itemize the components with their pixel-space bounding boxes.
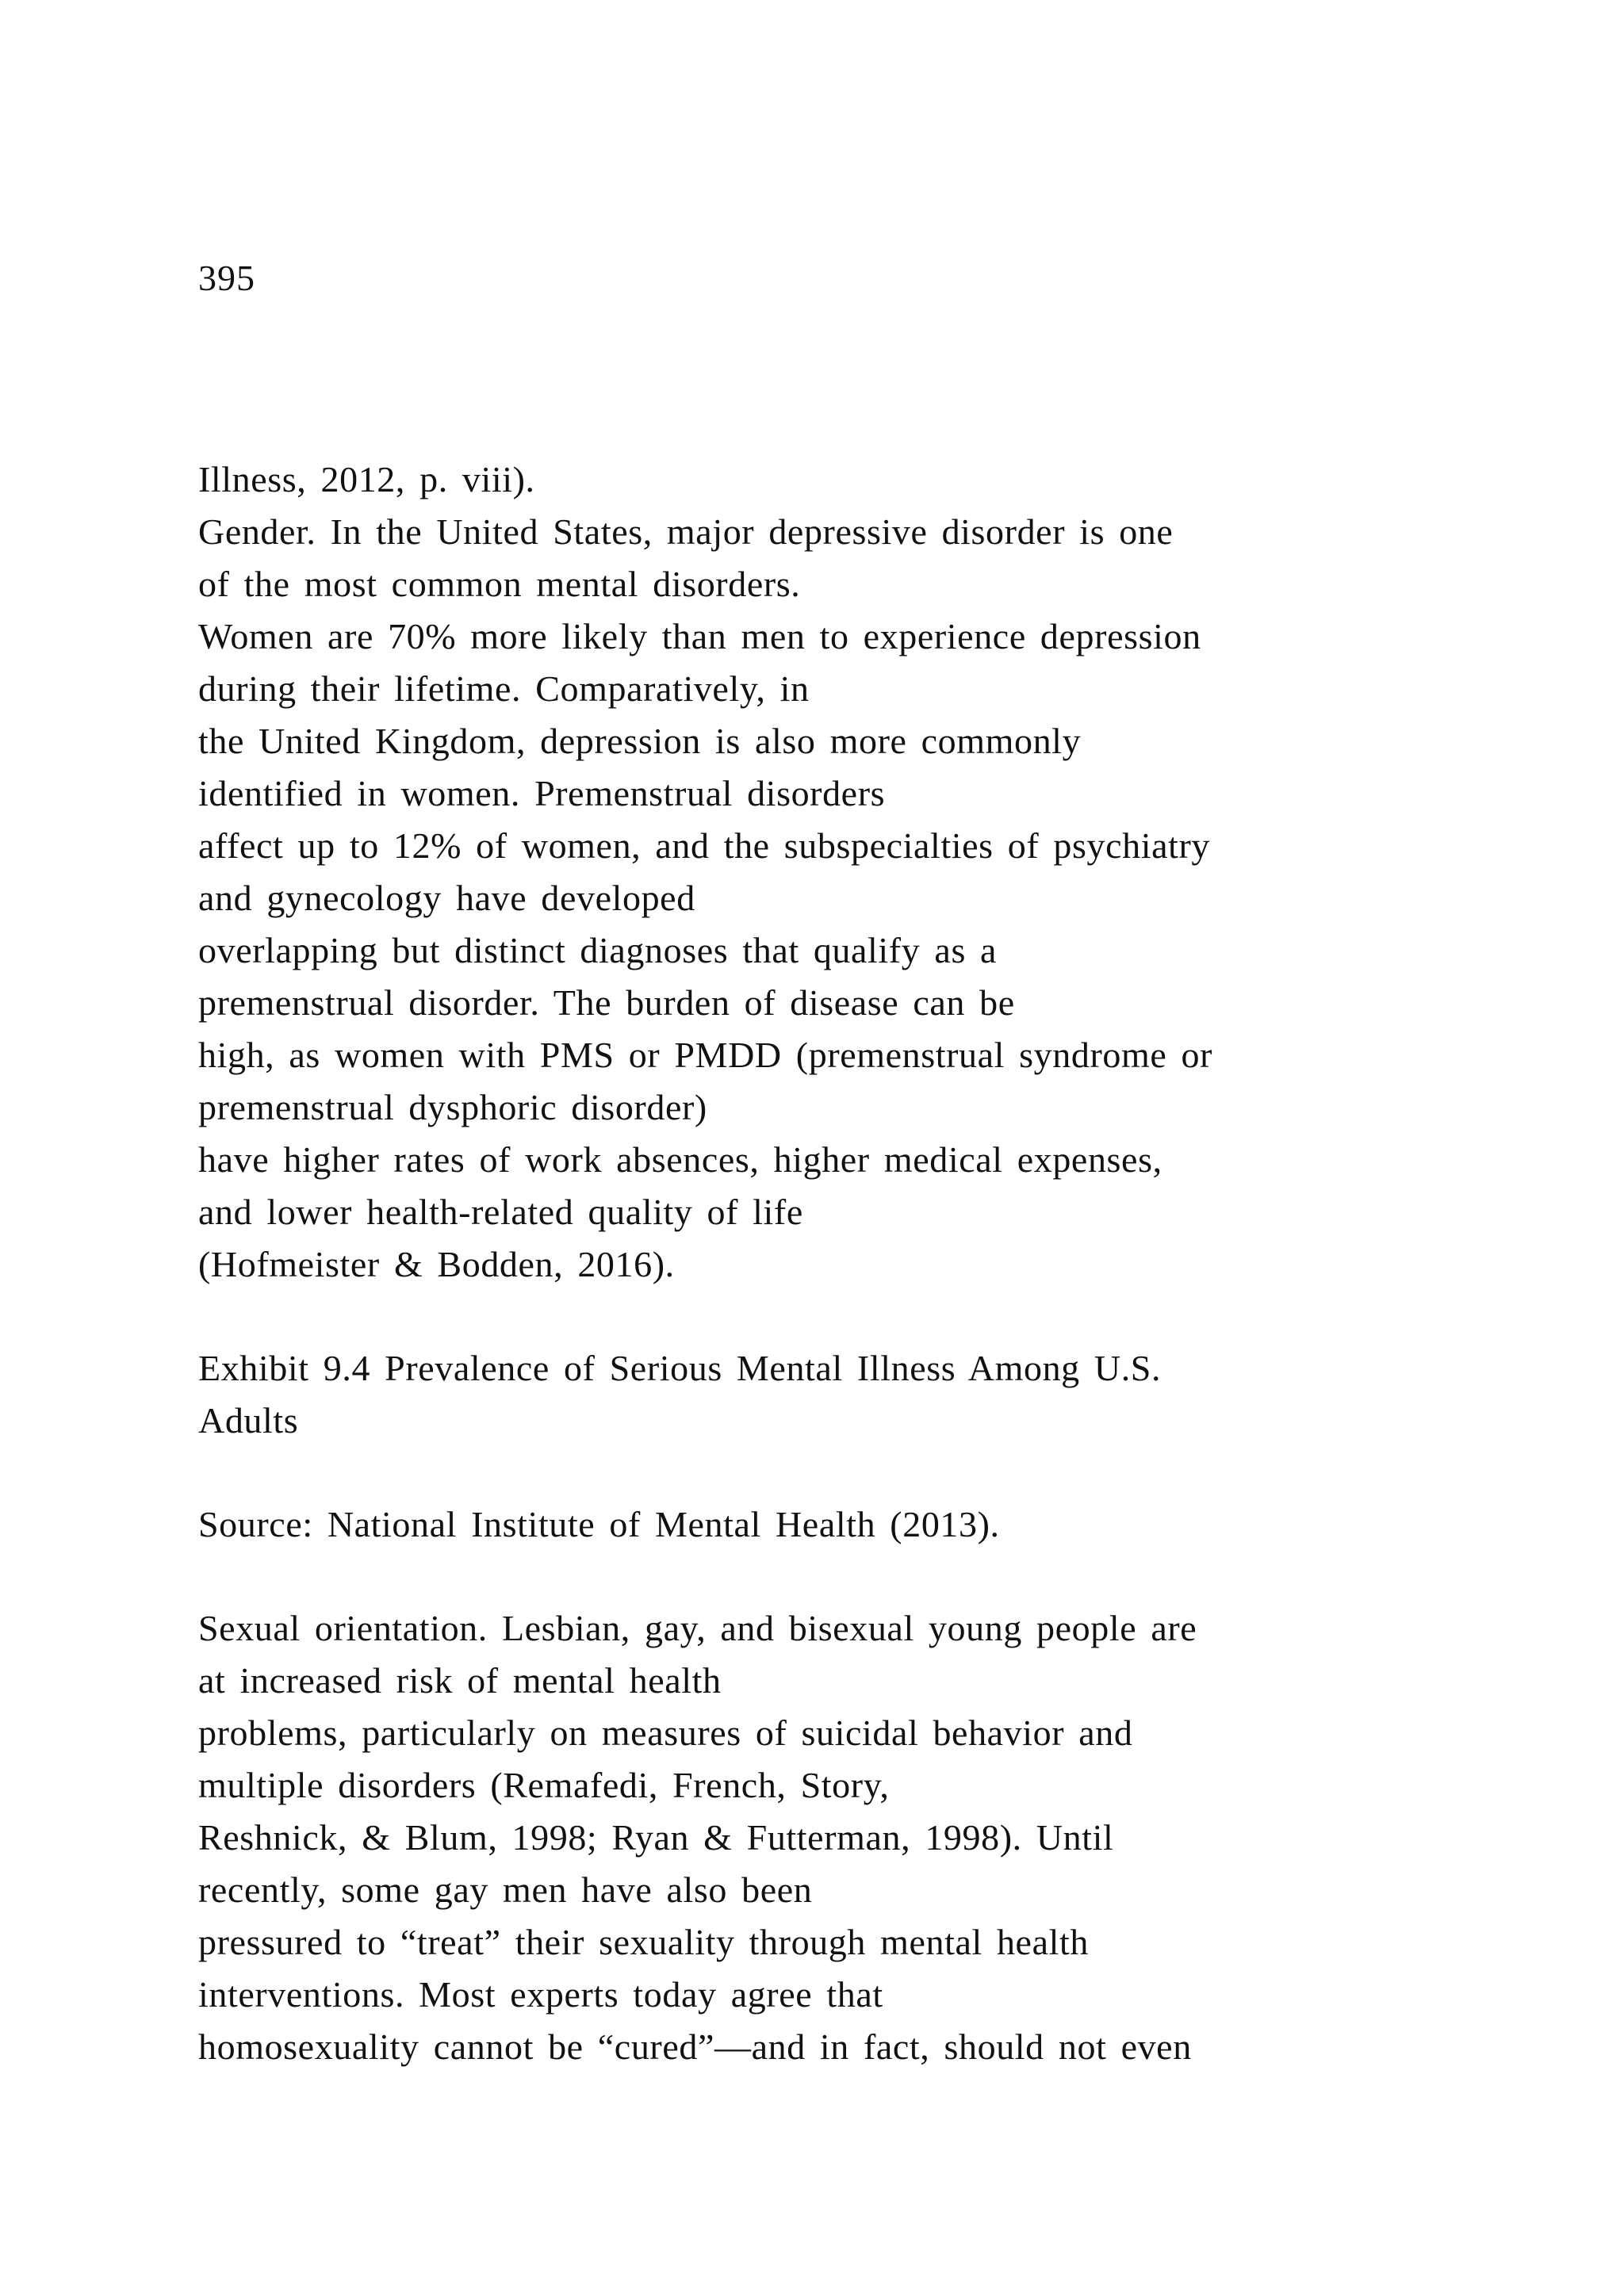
page-number: 395 [198, 258, 255, 298]
text-line: problems, particularly on measures of suicidal behavior and [198, 1712, 1133, 1753]
text-line: Gender. In the United States, major depressive disorder is one [198, 511, 1174, 552]
text-line: and lower health-related quality of life [198, 1192, 803, 1232]
text-line: premenstrual disorder. The burden of disease can be [198, 982, 1015, 1023]
paragraph-spacer [198, 1447, 1610, 1498]
paragraph-spacer [198, 1291, 1610, 1342]
document-body [198, 453, 1610, 2073]
text-line: high, as women with PMS or PMDD (premenstrual syndrome or [198, 1035, 1212, 1075]
text-line: Illness, 2012, p. viii). [198, 459, 535, 499]
source-line: Source: National Institute of Mental Health (2013). [198, 1504, 1000, 1544]
text-line: Women are 70% more likely than men to experience depression [198, 616, 1201, 656]
text-line: recently, some gay men have also been [198, 1869, 813, 1910]
text-line: interventions. Most experts today agree that [198, 1974, 883, 2015]
text-line: the United Kingdom, depression is also more commonly [198, 721, 1082, 761]
text-line: and gynecology have developed [198, 878, 695, 918]
text-line: pressured to “treat” their sexuality through mental health [198, 1922, 1089, 1962]
text-line: overlapping but distinct diagnoses that qualify as a [198, 930, 998, 970]
text-line: at increased risk of mental health [198, 1660, 722, 1701]
paragraph-sexual-orientation [198, 1602, 1610, 2073]
text-line: affect up to 12% of women, and the subspecialties of psychiatry [198, 825, 1211, 866]
paragraph-spacer [198, 1551, 1610, 1602]
text-line: multiple disorders (Remafedi, French, Story, [198, 1765, 890, 1805]
exhibit-caption-line: Adults [198, 1400, 299, 1441]
exhibit-caption [198, 1342, 1610, 1447]
text-line: during their lifetime. Comparatively, in [198, 668, 810, 709]
text-line: premenstrual dysphoric disorder) [198, 1087, 707, 1127]
text-line: Sexual orientation. Lesbian, gay, and bisexual young people are [198, 1608, 1197, 1648]
text-line: of the most common mental disorders. [198, 564, 801, 604]
text-line: have higher rates of work absences, higher medical expenses, [198, 1139, 1162, 1180]
text-line: homosexuality cannot be “cured”—and in fact, should not even [198, 2026, 1192, 2067]
exhibit-caption-line: Exhibit 9.4 Prevalence of Serious Mental Illness Among U.S. [198, 1348, 1162, 1388]
paragraph-gender [198, 453, 1610, 1291]
text-line: Reshnick, & Blum, 1998; Ryan & Futterman, 1998). Until [198, 1817, 1114, 1858]
text-line: identified in women. Premenstrual disorders [198, 773, 886, 813]
text-line: (Hofmeister & Bodden, 2016). [198, 1244, 675, 1284]
